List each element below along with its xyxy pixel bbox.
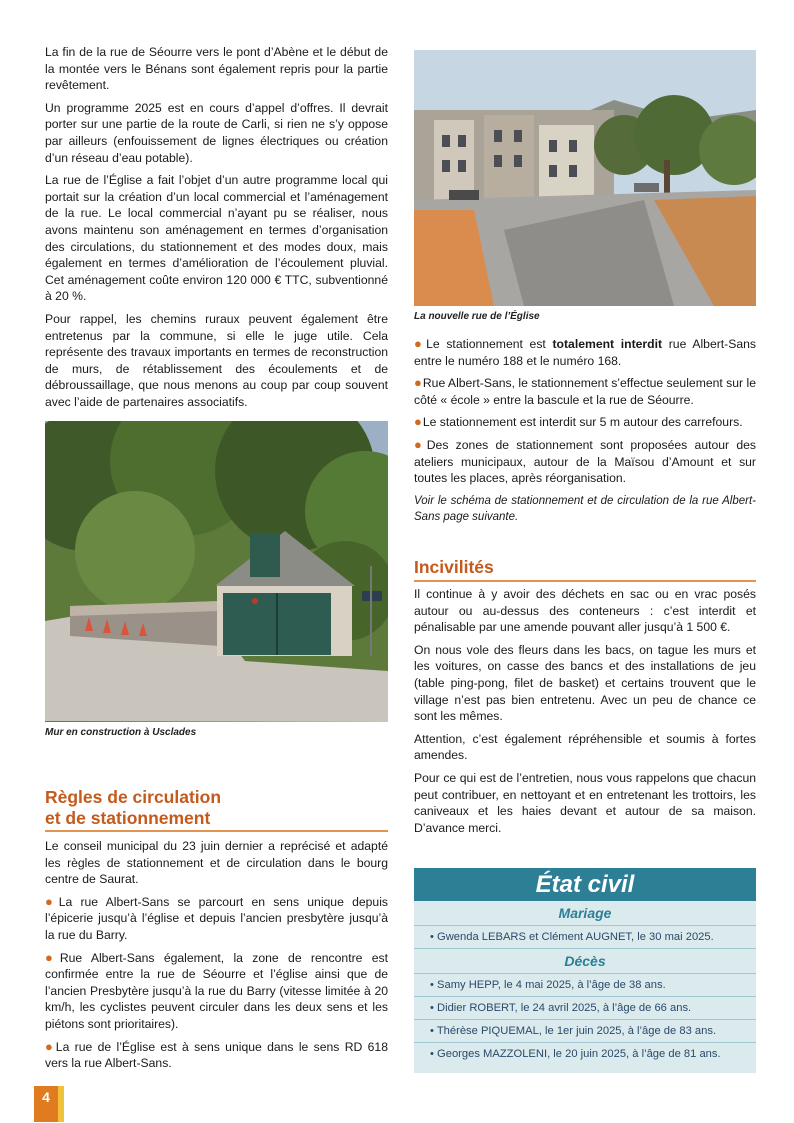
right-column-stationnement (414, 336, 756, 532)
paragraph: Pour rappel, les chemins ruraux peuvent également être entretenus par la commune, si elle le juge utile. Cela représente des travaux importants en termes de reconstruction de murs, de rétablissement des écoulements et de débroussaillage, que nous menons au coup par coup souvent avec l’aide de partenaires associatifs. (45, 311, 388, 409)
bullet-icon: ● (414, 336, 426, 351)
heading-line: et de stationnement (45, 808, 211, 828)
paragraph: Il continue à y avoir des déchets en sac ou en vrac posés autour ou au-dessus des conteneurs : c’est interdit et pénalisable par une amende pouvant aller jusqu’à 1 500 €. (414, 587, 756, 635)
paragraph: Pour ce qui est de l’entretien, nous vous rappelons que chacun peut contribuer, en nettoyant et en entretenant les trottoirs, les caniveaux et les haies devant et autour de sa maison. D’avance merci. (414, 770, 756, 835)
paragraph: On nous vole des fleurs dans les bacs, on tague les murs et les voitures, on casse des bancs et des installations de jeu (table ping-pong, filet de basket) et certains trouvent que le village n’est pas bien entretenu. Avec un peu de chance ce sont les mêmes. (414, 642, 756, 724)
list-item (45, 1039, 388, 1072)
list-item (414, 414, 756, 431)
photo-rue-eglise (414, 50, 756, 306)
subheading: Mariage (558, 905, 612, 921)
list-item-emphasis: totalement interdit (552, 337, 663, 351)
page-number-tab (34, 1086, 64, 1122)
list-item: • Gwenda LEBARS et Clément AUGNET, le 30 mai 2025. (414, 926, 756, 949)
list-item: • Samy HEPP, le 4 mai 2025, à l’âge de 38 ans. (414, 974, 756, 997)
paragraph: Attention, c’est également répréhensible et soumis à fortes amendes. (414, 731, 756, 763)
paragraph: Le conseil municipal du 23 juin dernier a reprécisé et adapté les règles de stationnement et de circulation dans le bourg centre de Saurat. (45, 839, 388, 887)
bullet-icon: ● (45, 1038, 55, 1054)
subheading: Décès (564, 953, 606, 969)
bullet-icon: ● (45, 949, 59, 965)
list-item (414, 336, 756, 369)
list-item: • Thérèse PIQUEMAL, le 1er juin 2025, à l’âge de 83 ans. (414, 1020, 756, 1043)
list-item-text: Des zones de stationnement sont proposées autour des ateliers municipaux, autour de la Maïsou d’Amount et sur toutes les places, après réorganisation. (414, 437, 757, 486)
list-item-text: Rue Albert-Sans, le stationnement s’effectue seulement sur le côté « école » entre la bascule et la rue de Séourre. (414, 376, 756, 407)
etat-civil-title: État civil (414, 868, 756, 901)
paragraph: La fin de la rue de Séourre vers le pont d’Abène et le début de la montée vers le Bénans sont également repris pour la partie revêtement. (45, 45, 388, 93)
etat-civil-box (414, 868, 756, 1073)
note: Voir le schéma de stationnement et de circulation de la rue Albert-Sans page suivante. (414, 494, 756, 524)
left-column-regles (45, 838, 388, 1078)
heading-underline (414, 580, 756, 582)
page-number: 4 (34, 1086, 58, 1122)
list-item-text: rue Albert-Sans entre le numéro 188 et le numéro 168. (414, 337, 757, 368)
list-item (414, 375, 756, 408)
mariage-heading (414, 901, 756, 926)
left-column-intro (45, 44, 388, 416)
heading-line: Règles de circulation (45, 787, 222, 807)
bullet-icon: ● (414, 414, 422, 430)
paragraph: La rue de l’Église a fait l’objet d’un autre programme local qui portait sur la création d’un local commercial et l’aménagement de la rue. Le local commercial n’ayant pu se réaliser, nous avons maintenu son aménagement en termes d’organisation des circulations, du stationnement et des modes doux, mais également en termes d’amélioration de l’écoulement pluvial. Cet aménagement coûte environ 120 000 € TTC, subventionné à 20 %. (45, 173, 388, 304)
section-heading-regles (45, 787, 388, 829)
list-item-text: Rue Albert-Sans également, la zone de rencontre est confirmée entre la rue de Séourre et l’église ainsi que de l’ancien Presbytère jusqu’à la rue du Barry (vitesse limitée à 20 km/h, les cyclistes peuvent circuler dans les deux sens et les piétons sont prioritaires). (45, 950, 389, 1031)
deces-heading (414, 949, 756, 974)
bullet-icon: ● (45, 893, 58, 909)
list-item (45, 950, 388, 1033)
paragraph: Un programme 2025 est en cours d’appel d’offres. Il devrait porter sur une partie de la route de Carli, si rien ne s’y oppose par ailleurs (enfouissement de lignes électriques ou création d’un réseau d’eau potable). (45, 100, 388, 165)
list-item-text: Le stationnement est interdit sur 5 m autour des carrefours. (422, 415, 743, 430)
heading-underline (45, 830, 388, 832)
page-number-accent (58, 1086, 64, 1122)
section-heading-incivilites: Incivilités (414, 557, 494, 577)
bullet-icon: ● (414, 375, 422, 391)
list-item-text: Le stationnement est (426, 337, 553, 351)
list-item: • Didier ROBERT, le 24 avril 2025, à l’âge de 66 ans. (414, 997, 756, 1020)
photo-caption-rue-eglise: La nouvelle rue de l’Église (414, 311, 540, 322)
list-item-text: La rue Albert-Sans se parcourt en sens unique depuis l’épicerie jusqu’à l’église et depuis l’ancien presbytère jusqu’à la rue du Barry. (45, 894, 388, 942)
list-item (414, 437, 756, 487)
photo-caption-usclades: Mur en construction à Usclades (45, 727, 197, 738)
list-item (45, 894, 388, 944)
bullet-icon: ● (414, 436, 426, 452)
list-item: • Georges MAZZOLENI, le 20 juin 2025, à l’âge de 81 ans. (430, 1048, 721, 1060)
photo-mur-usclades (45, 421, 388, 722)
right-column-incivilites (414, 586, 756, 842)
list-item-text: La rue de l’Église est à sens unique dans le sens RD 618 vers la rue Albert-Sans. (45, 1039, 388, 1071)
